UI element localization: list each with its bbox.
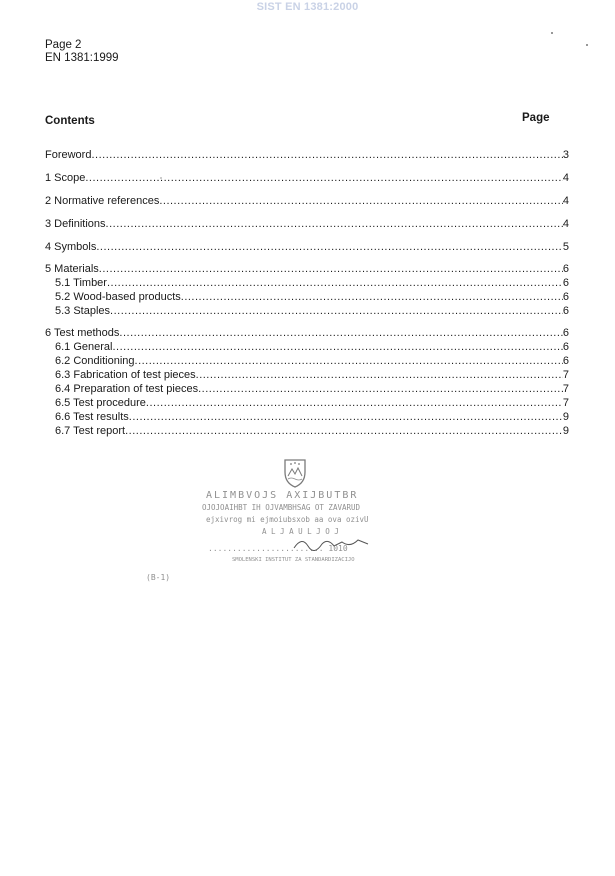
- toc-dot-leader: [96, 241, 563, 254]
- toc-entry-label: 5.1 Timber: [55, 277, 107, 289]
- stamp-line-5: ........................ 1010: [208, 544, 348, 553]
- toc-entry-label: 6.2 Conditioning: [55, 355, 135, 367]
- toc-entry: [55, 410, 569, 424]
- toc-dot-leader: [129, 411, 563, 424]
- toc-entry-page: 9: [562, 411, 569, 423]
- toc-entry-page: 6: [562, 327, 569, 339]
- toc-entry: [55, 290, 569, 304]
- toc-entry-page: 4: [562, 172, 569, 184]
- contents-heading: Contents: [45, 115, 95, 127]
- toc-entry: [45, 194, 569, 208]
- toc-entry-page: 5: [562, 241, 569, 253]
- toc-dot-leader: [159, 195, 563, 208]
- stamp-mark: (B-1): [146, 573, 171, 582]
- toc-entry-page: 6: [562, 355, 569, 367]
- stamp-line-6: SMOLENSKI INSTITUT ZA STANDARDIZACIJO: [232, 557, 355, 563]
- toc-entry: [55, 396, 569, 410]
- toc-entry-label: Foreword: [45, 149, 92, 161]
- official-stamp: [200, 456, 400, 586]
- toc-dot-leader: [99, 263, 563, 276]
- scan-speck: [160, 177, 162, 179]
- toc-dot-leader: [181, 291, 563, 304]
- toc-entry-label: 6.3 Fabrication of test pieces: [55, 369, 196, 381]
- toc-dot-leader: [196, 369, 563, 382]
- toc-entry: [45, 148, 569, 162]
- toc-entry: [45, 262, 569, 276]
- toc-entry-page: 6: [562, 277, 569, 289]
- toc-dot-leader: [135, 355, 563, 368]
- toc-entry-page: 7: [562, 397, 569, 409]
- toc-dot-leader: [112, 341, 562, 354]
- toc-entry-label: 5.3 Staples: [55, 305, 111, 317]
- page-header: [45, 39, 119, 65]
- stamp-line-2: OJOJOAIHBT IH OJVAMBHSAG OT ZAVARUD: [202, 503, 361, 512]
- toc-dot-leader: [85, 172, 563, 185]
- toc-entry: [55, 382, 569, 396]
- scan-speck: [586, 44, 588, 46]
- page-number: Page 2: [45, 39, 82, 51]
- toc-entry-page: 7: [562, 383, 569, 395]
- toc-entry-page: 6: [562, 305, 569, 317]
- scan-speck: [551, 32, 553, 34]
- toc-entry-label: 3 Definitions: [45, 218, 106, 230]
- toc-entry-label: 6.1 General: [55, 341, 113, 353]
- toc-entry: [45, 326, 569, 340]
- toc-entry-page: 9: [562, 425, 569, 437]
- toc-entry-label: 2 Normative references: [45, 195, 160, 207]
- toc-entry-label: 5 Materials: [45, 263, 99, 275]
- toc-entry: [55, 354, 569, 368]
- toc-entry: [45, 240, 569, 254]
- toc-entry-label: 6.6 Test results: [55, 411, 129, 423]
- watermark: SIST EN 1381:2000: [256, 1, 359, 13]
- toc-entry: [55, 340, 569, 354]
- toc-entry: [55, 368, 569, 382]
- toc-entry-page: 4: [562, 218, 569, 230]
- toc-entry-label: 4 Symbols: [45, 241, 97, 253]
- toc-entry-label: 6.4 Preparation of test pieces: [55, 383, 199, 395]
- stamp-line-1: ALIMBVOJS AXIJBUTBR: [206, 490, 359, 501]
- coat-of-arms-icon: [280, 456, 310, 488]
- toc-entry-page: 4: [562, 195, 569, 207]
- page-column-heading: Page: [522, 112, 550, 124]
- toc-entry-label: 6 Test methods: [45, 327, 120, 339]
- toc-dot-leader: [146, 397, 563, 410]
- toc-dot-leader: [119, 327, 562, 340]
- toc-dot-leader: [198, 383, 563, 396]
- toc-dot-leader: [107, 277, 563, 290]
- toc-entry-page: 6: [562, 341, 569, 353]
- toc-entry-page: 6: [562, 291, 569, 303]
- toc-entry: [45, 217, 569, 231]
- toc-dot-leader: [125, 425, 563, 438]
- toc-entry-label: 1 Scope: [45, 172, 86, 184]
- toc-entry: [55, 424, 569, 438]
- toc-entry-page: 3: [562, 149, 569, 161]
- toc-dot-leader: [106, 218, 563, 231]
- toc-entry-label: 6.7 Test report: [55, 425, 126, 437]
- toc-entry-label: 6.5 Test procedure: [55, 397, 146, 409]
- toc-dot-leader: [110, 305, 563, 318]
- toc-entry-page: 6: [562, 263, 569, 275]
- toc-entry: [55, 304, 569, 318]
- toc-entry-label: 5.2 Wood-based products: [55, 291, 181, 303]
- stamp-line-4: A L J A U L J O J: [262, 527, 339, 536]
- toc-dot-leader: [91, 149, 562, 162]
- toc-entry-page: 7: [562, 369, 569, 381]
- toc-entry: [45, 171, 569, 185]
- standard-code: EN 1381:1999: [45, 52, 119, 64]
- toc-entry: [55, 276, 569, 290]
- stamp-line-3: ejxivrog mi ejmoiubsxob aa ova ozivU: [206, 515, 369, 524]
